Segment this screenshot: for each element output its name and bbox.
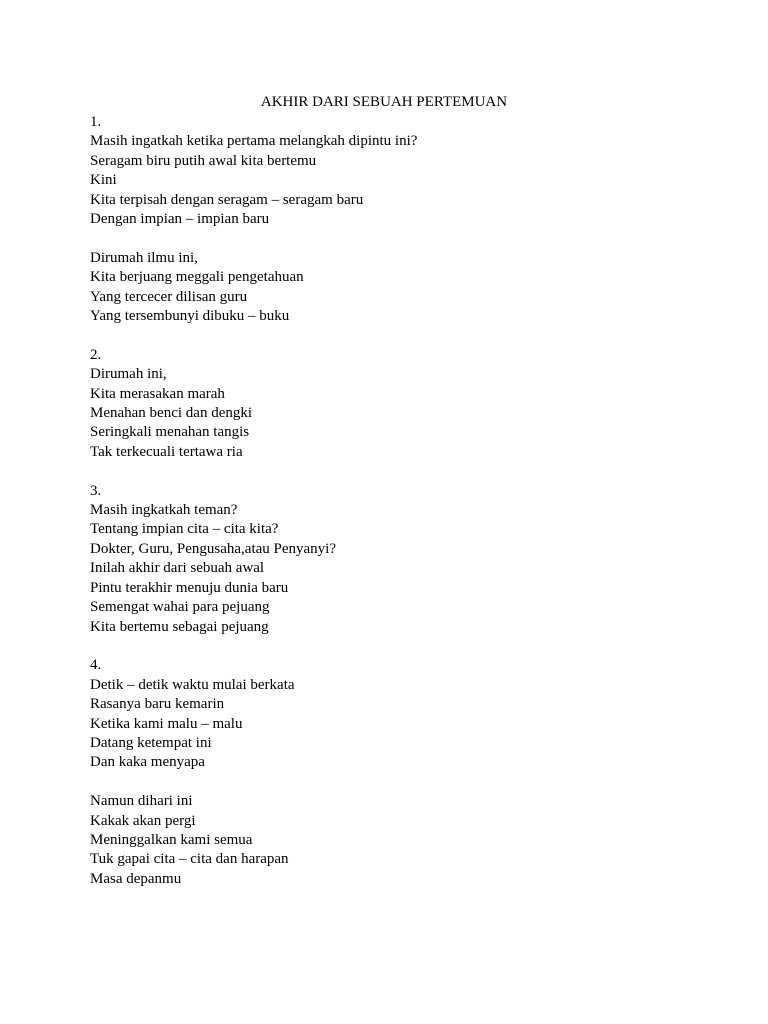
poem-stanza: [90, 249, 690, 327]
poem-line: Tak terkecuali tertawa ria: [90, 443, 243, 460]
poem-line: Dan kaka menyapa: [90, 754, 205, 771]
poem-line: Inilah akhir dari sebuah awal: [90, 560, 265, 577]
poem-title: AKHIR DARI SEBUAH PERTEMUAN: [260, 94, 508, 110]
poem-line: Kita bertemu sebagai pejuang: [90, 618, 269, 635]
poem-line: Kini: [90, 172, 117, 189]
poem-line: Detik – detik waktu mulai berkata: [90, 676, 295, 693]
poem-stanza: [90, 482, 690, 637]
poem-line: Masih ingkatkah teman?: [90, 502, 238, 519]
poem-line: Dirumah ini,: [90, 366, 167, 383]
poem-line: Dirumah ilmu ini,: [90, 249, 198, 266]
poem-line: Semengat wahai para pejuang: [90, 599, 270, 616]
poem-line: Masih ingatkah ketika pertama melangkah dipintu ini?: [90, 133, 418, 150]
poem-line: Ketika kami malu – malu: [90, 715, 243, 732]
poem-line: 2.: [90, 346, 102, 363]
poem-line: Menahan benci dan dengki: [90, 405, 253, 422]
poem-line: Seringkali menahan tangis: [90, 424, 250, 441]
poem-line: Meninggalkan kami semua: [90, 831, 253, 848]
poem-body: [90, 113, 690, 889]
poem-line: Tentang impian cita – cita kita?: [90, 521, 279, 538]
poem-line: Yang tersembunyi dibuku – buku: [90, 308, 290, 325]
poem-line: Namun dihari ini: [90, 793, 193, 810]
poem-line: 3.: [90, 482, 102, 499]
poem-stanza: [90, 656, 690, 772]
poem-line: Dokter, Guru, Pengusaha,atau Penyanyi?: [90, 540, 336, 557]
poem-line: Yang tercecer dilisan guru: [90, 288, 248, 305]
poem-stanza: [90, 113, 690, 229]
poem-line: Kita berjuang meggali pengetahuan: [90, 269, 304, 286]
poem-line: Rasanya baru kemarin: [90, 696, 225, 713]
poem-line: Datang ketempat ini: [90, 734, 212, 751]
poem-line: Masa depanmu: [90, 870, 182, 887]
poem-stanza: [90, 792, 690, 889]
poem-line: Tuk gapai cita – cita dan harapan: [90, 851, 289, 868]
poem-line: Pintu terakhir menuju dunia baru: [90, 579, 289, 596]
poem-line: 4.: [90, 657, 102, 674]
poem-line: 1.: [90, 114, 102, 130]
poem-line: Kita merasakan marah: [90, 385, 225, 402]
poem-stanza: [90, 346, 690, 462]
poem-line: Kita terpisah dengan seragam – seragam baru: [90, 191, 364, 208]
poem-line: Seragam biru putih awal kita bertemu: [90, 152, 317, 169]
poem-line: Dengan impian – impian baru: [90, 211, 270, 228]
poem-line: Kakak akan pergi: [90, 812, 196, 829]
